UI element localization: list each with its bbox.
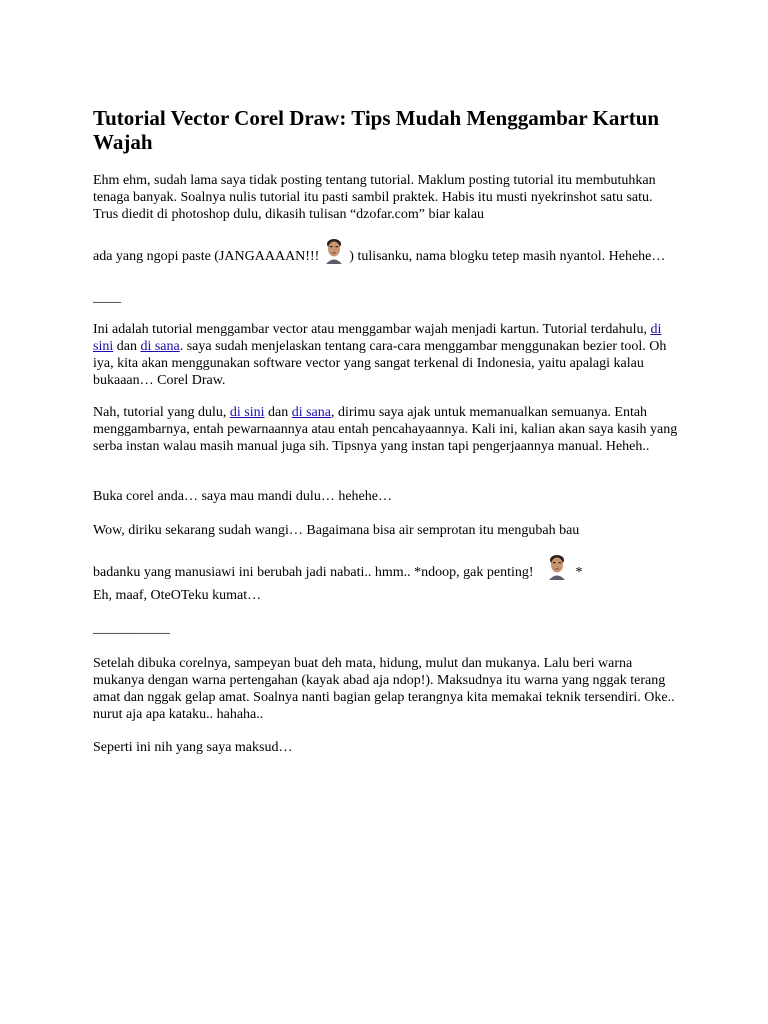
link-di-sana-1[interactable]: di sana [140, 339, 180, 354]
para2-text: Ini adalah tutorial menggambar vector atau menggambar wajah menjadi kartun. Tutorial terdahulu, [93, 322, 647, 337]
para5-text-after: * [575, 565, 583, 580]
avatar-emoticon-icon [323, 236, 345, 264]
paragraph-8: Seperti ini nih yang saya maksud… [93, 740, 293, 755]
para2-text-after: . saya sudah menjelaskan tentang cara-cara menggambar menggunakan bezier tool. Oh iya, kita akan menggunakan software vector yang sangat terkenal di Indonesia, yaitu apalagi kalau bukaaan… Corel Draw. [93, 339, 667, 388]
paragraph-4: Buka corel anda… saya mau mandi dulu… hehehe… [93, 489, 392, 504]
intro-text-line2-before: ada yang ngopi paste (JANGAAAAN!!! [93, 249, 320, 264]
link-di-sini-2[interactable]: di sini [229, 405, 265, 420]
link-di-sana-2[interactable]: di sana [291, 405, 331, 420]
intro-text-line2-after: ) tulisanku, nama blogku tetep masih nyantol. Hehehe… [349, 249, 666, 264]
paragraph-2 [93, 321, 678, 389]
para3-text-after: , dirimu saya ajak untuk memanualkan semuanya. Entah menggambarnya, entah pewarnaannya atau entah pencahayaannya. Kali ini, kalian akan saya kasih yang serba instan walau masih manual juga sih. Tipsnya yang instan tapi pengerjaannya manual. Heheh.. [93, 405, 678, 454]
paragraph-6: Eh, maaf, OteOTeku kumat… [93, 588, 262, 603]
para3-and: dan [268, 405, 289, 420]
intro-text-line1: Ehm ehm, sudah lama saya tidak posting tentang tutorial. Maklum posting tutorial itu membutuhkan tenaga banyak. Soalnya nulis tutorial itu pasti sambil praktek. Habis itu musti nyekrinshot satu satu. Trus diedit di photoshop dulu, dikasih tulisan “dzofar.com” biar kalau [93, 173, 656, 222]
avatar-emoticon-icon [546, 552, 568, 580]
intro-paragraph-line2 [93, 236, 678, 265]
intro-paragraph [93, 172, 678, 223]
separator-1: ____ [93, 290, 121, 305]
page-title: Tutorial Vector Corel Draw: Tips Mudah Menggambar Kartun Wajah [93, 106, 660, 154]
para5-text-before: badanku yang manusiawi ini berubah jadi nabati.. hmm.. *ndoop, gak penting! [93, 565, 534, 580]
para3-text: Nah, tutorial yang dulu, [93, 405, 227, 420]
paragraph-7: Setelah dibuka corelnya, sampeyan buat deh mata, hidung, mulut dan mukanya. Lalu beri warna mukanya dengan warna pertengahan (kayak abad aja ndop!). Maksudnya itu warna yang nggak terang amat dan nggak gelap amat. Soalnya nanti bagian gelap terangnya kita memakai teknik tersendiri. Oke.. nurut aja apa kataku.. hahaha.. [93, 656, 675, 722]
paragraph-5-line1: Wow, diriku sekarang sudah wangi… Bagaimana bisa air semprotan itu mengubah bau [93, 523, 580, 538]
para2-and: dan [116, 339, 137, 354]
separator-2: ___________ [93, 621, 170, 636]
link-di-sini-1[interactable]: di sini [93, 322, 662, 354]
paragraph-5-line2 [93, 552, 678, 581]
paragraph-3 [93, 404, 678, 455]
